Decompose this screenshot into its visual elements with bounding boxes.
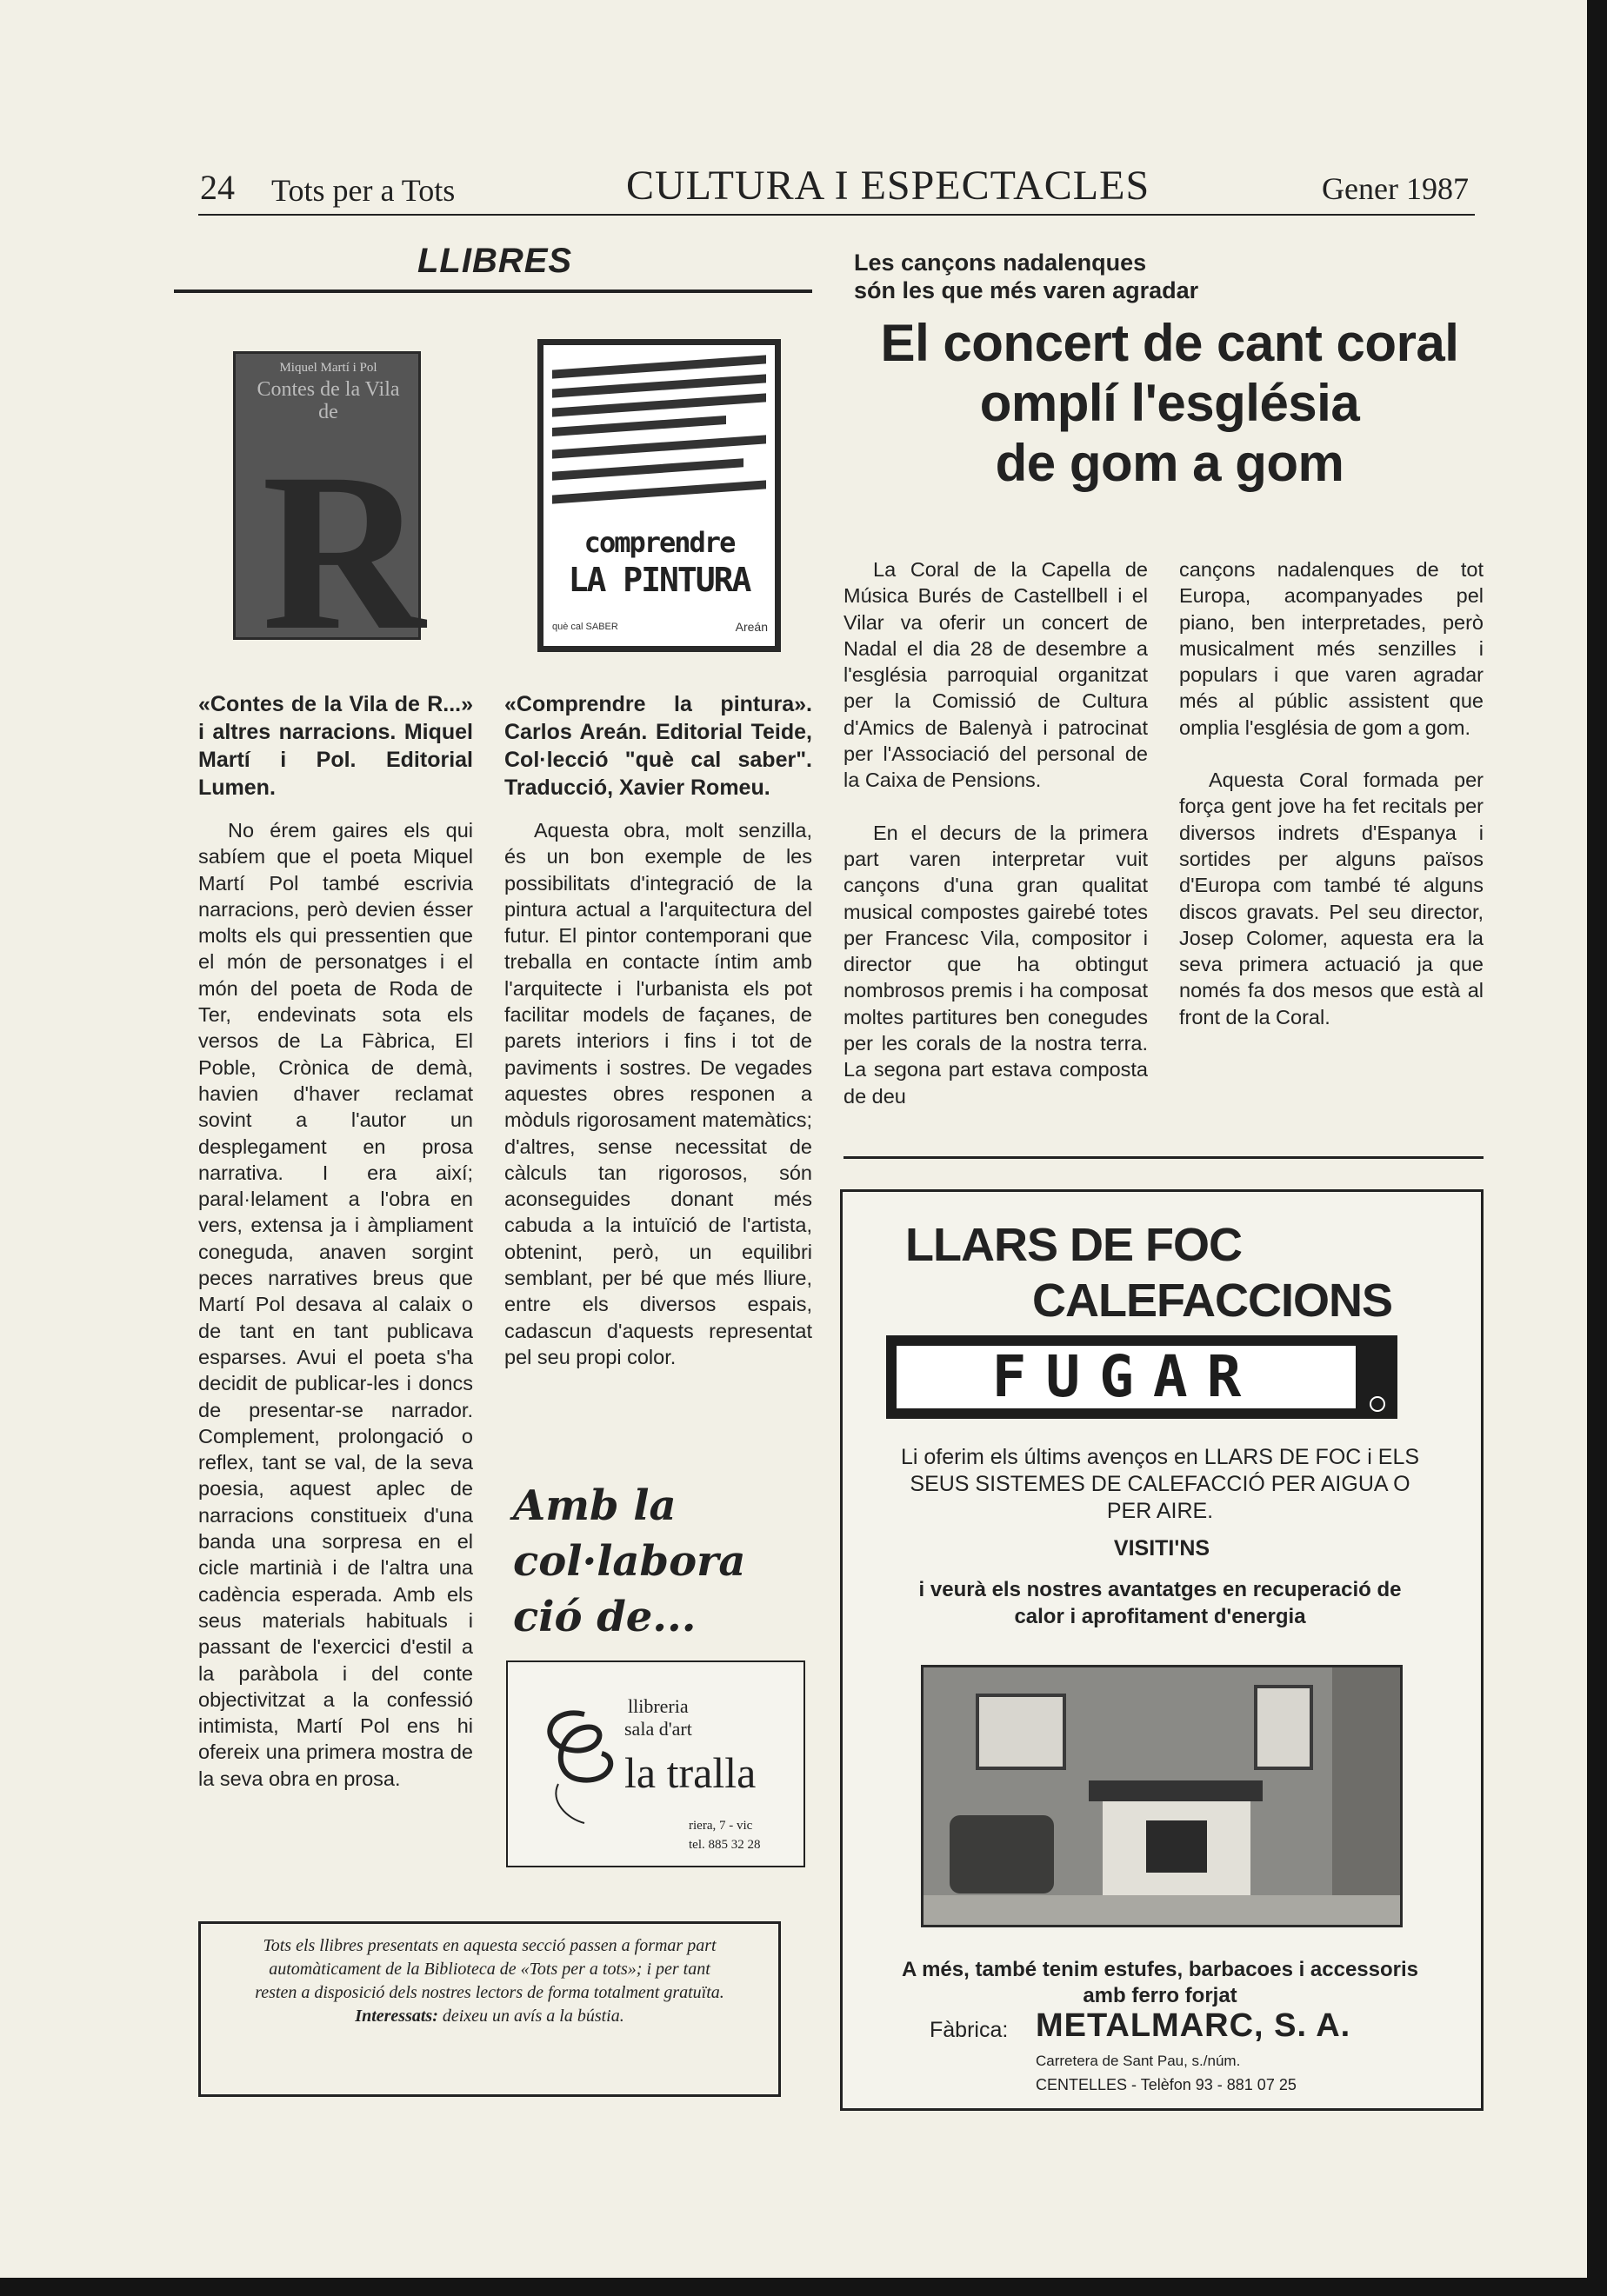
review1-column: [198, 690, 473, 1792]
armchair: [950, 1815, 1054, 1893]
scroll-logo-icon: [532, 1697, 628, 1827]
library-notice-box: [198, 1921, 781, 2097]
notice-footer: [201, 2005, 778, 2028]
publication-name: Tots per a Tots: [271, 173, 456, 208]
sponsor-logo-la-tralla: [506, 1660, 805, 1867]
cover-letter: R: [262, 427, 425, 677]
ad-offer: Li oferim els últims avenços en LLARS DE FOC i ELS SEUS SISTEMES DE CALEFACCIÓ PER AIGUA O PER AIRE.: [900, 1445, 1420, 1523]
ad-benefit: i veurà els nostres avantatges en recuperació de calor i aprofitament d'energia: [918, 1578, 1402, 1628]
cover2-title-line1: comprendre: [583, 526, 735, 559]
sponsor-name: la tralla: [624, 1748, 757, 1797]
ad-contact: CENTELLES - Telèfon 93 - 881 07 25: [1036, 2076, 1297, 2093]
fugar-brand: FUGAR: [897, 1346, 1356, 1408]
article-col2-p1: cançons nadalenques de tot Europa, acompanyades pel piano, ben interpretades, però musicalment més senzilles i populars i que varen agradar més al públic assistent que omplia l'església de gom a gom.: [1179, 558, 1484, 739]
book-cover-pintura: [537, 339, 781, 652]
article-headline: [848, 313, 1491, 493]
books-section-title: LLIBRES: [417, 242, 573, 280]
sponsor-line1: llibreria: [628, 1695, 689, 1717]
collab-line3: ció de...: [513, 1593, 697, 1641]
review2-column: [504, 690, 812, 1370]
issue-date: Gener 1987: [1322, 171, 1469, 206]
fireplace: [1103, 1801, 1250, 1897]
notice-rest: deixeu un avís a la bústia.: [442, 2007, 624, 2026]
cover-title: Contes de la Vila de: [257, 378, 400, 423]
cover2-series: què cal SABER: [552, 622, 618, 632]
article-column-2: [1179, 556, 1484, 1030]
floor: [924, 1895, 1400, 1925]
article-end-rule: [844, 1156, 1484, 1159]
notice-bold: Interessats:: [355, 2007, 438, 2026]
headline-line3: de gom a gom: [995, 434, 1344, 492]
review1-body: [198, 817, 473, 1792]
article-column-1: [844, 556, 1148, 1109]
article-col1-p2: En el decurs de la primera part varen interpretar vuit cançons d'una gran qualitat musical compostes gairebé totes per Francesc Vila, compositor i director que ha obtingut nombrosos premis i ha composat moltes partitures ben conegudes per les corals de la nostra terra. La segona part estava composta de deu: [844, 821, 1148, 1108]
review1-caption: «Contes de la Vila de R...» i altres narracions. Miquel Martí i Pol. Editorial Lumen.: [198, 692, 473, 800]
picture-frame-right: [1254, 1685, 1313, 1770]
review2-body: [504, 817, 812, 1370]
fireplace-photo: [921, 1665, 1403, 1927]
kicker-line1: Les cançons nadalenques: [854, 250, 1147, 276]
article-col2-p2: Aquesta Coral formada per força gent jove ha fet recitals per diversos indrets d'Espanya i sortides per alguns països d'Europa com també té alguns discos gravats. Pel seu director, Josep Colomer, aquesta era la seva primera actuació ja que només fa dos mesos que està al front de la Coral.: [1179, 769, 1484, 1028]
fugar-logo: [886, 1335, 1397, 1419]
ad-line1: LLARS DE FOC: [905, 1219, 1242, 1271]
cover2-title-line2: LA PINTURA: [568, 561, 750, 599]
notice-text: Tots els llibres presentats en aquesta secció passen a formar part automàticament de la Biblioteca de «Tots per a tots»; i per tant resten a disposició dels nostres lectors de forma totalment gratuïta.: [255, 1936, 724, 2002]
cover2-publisher: Areán: [735, 620, 768, 634]
header-rule: [198, 214, 1475, 216]
ad-extra: A més, també tenim estufes, barbacoes i accessoris amb ferro forjat: [901, 1958, 1419, 2007]
ad-line2: CALEFACCIONS: [1032, 1274, 1393, 1327]
ad-company: METALMARC, S. A.: [1036, 2007, 1351, 2044]
bookshelf: [1332, 1667, 1400, 1925]
sponsor-address: riera, 7 - vic: [689, 1819, 753, 1833]
sponsor-line2: sala d'art: [624, 1718, 692, 1740]
headline-line1: El concert de cant coral: [880, 314, 1459, 372]
section-heading: CULTURA I ESPECTACLES: [626, 163, 1150, 209]
ad-visit: VISITI'NS: [1113, 1536, 1210, 1561]
mantel: [1089, 1780, 1263, 1801]
headline-line2: omplí l'església: [979, 374, 1360, 432]
collaboration-heading: [513, 1478, 746, 1645]
article-kicker: [854, 249, 1341, 304]
collab-line2: col·labora: [513, 1537, 746, 1586]
ad-factory-label: Fàbrica:: [930, 2018, 1009, 2042]
registered-icon: [1370, 1396, 1385, 1412]
review1-text: No érem gaires els qui sabíem que el poeta Miquel Martí Pol també escrivia narracions, però devien ésser molts els qui pressentien que el món de personatges i el món del poeta de Roda de Ter, endevinats sota els versos de La Fàbrica, El Poble, Crònica de demà, havien d'haver reclamat sovint a l'autor un desplegament en prosa narrativa. I era així; paral·lelament a l'obra en vers, extensa ja i àmpliament coneguda, anaven sorgint peces narratives breus que Martí Pol desava al calaix o de tant en tant publicava esparses. Avui el poeta s'ha decidit de publicar-les i doncs de presentar-se narrador. Complement, prolongació o reflex, tant se val, de la seva poesia, aquest aplec de narracions constitueix d'una banda una sorpresa en el cicle martinià i de l'altra una cadència esperada. Amb els seus materials habituals i passant de l'exercici d'estil a la paràbola i del conte objectivitzat a la confessió intimista, Martí Pol ens hi ofereix una primera mostra de la seva obra en prosa.: [198, 819, 473, 1790]
article-col1-p1: La Coral de la Capella de Música Burés de Castellbell i el Vilar va oferir un concert de Nadal el dia 28 de desembre a l'església parroquial organitzat per la Comissió de Cultura d'Amics de Balenyà i patrocinat per l'Associació del personal de la Caixa de Pensions.: [844, 558, 1148, 792]
firebox: [1146, 1820, 1207, 1873]
book-cover-contes: [233, 351, 425, 677]
picture-frame-left: [976, 1694, 1066, 1770]
kicker-line2: són les que més varen agradar: [854, 277, 1199, 303]
page-number: 24: [200, 168, 235, 207]
cover-author: Miquel Martí i Pol: [279, 361, 377, 375]
fugar-advertisement: [840, 1189, 1484, 2111]
sponsor-phone: tel. 885 32 28: [689, 1838, 761, 1852]
books-title-rule: [174, 289, 812, 293]
review2-caption: «Comprendre la pintura». Carlos Areán. Editorial Teide, Col·lecció "què cal saber". Traducció, Xavier Romeu.: [504, 692, 812, 800]
ad-address: Carretera de Sant Pau, s./núm.: [1036, 2053, 1241, 2069]
collab-line1: Amb la: [513, 1481, 677, 1530]
review2-text: Aquesta obra, molt senzilla, és un bon exemple de les possibilitats d'integració de la pintura actual a l'arquitectura del futur. El pintor contemporani que treballa en contacte íntim amb l'arquitecte i l'urbanista els pot facilitar models de façanes, de parets interiors i fins i tot de paviments i sostres. De vegades aquestes obres responen a mòduls rigorosament matemàtics; d'altres, sense necessitat de càlculs tan rigorosos, són aconseguides donant més cabuda a la intuïció de l'artista, obtenint, però, un equilibri semblant, per bé que més lliure, entre els diversos espais, cadascun d'aquests representat pel seu propi color.: [504, 819, 812, 1368]
